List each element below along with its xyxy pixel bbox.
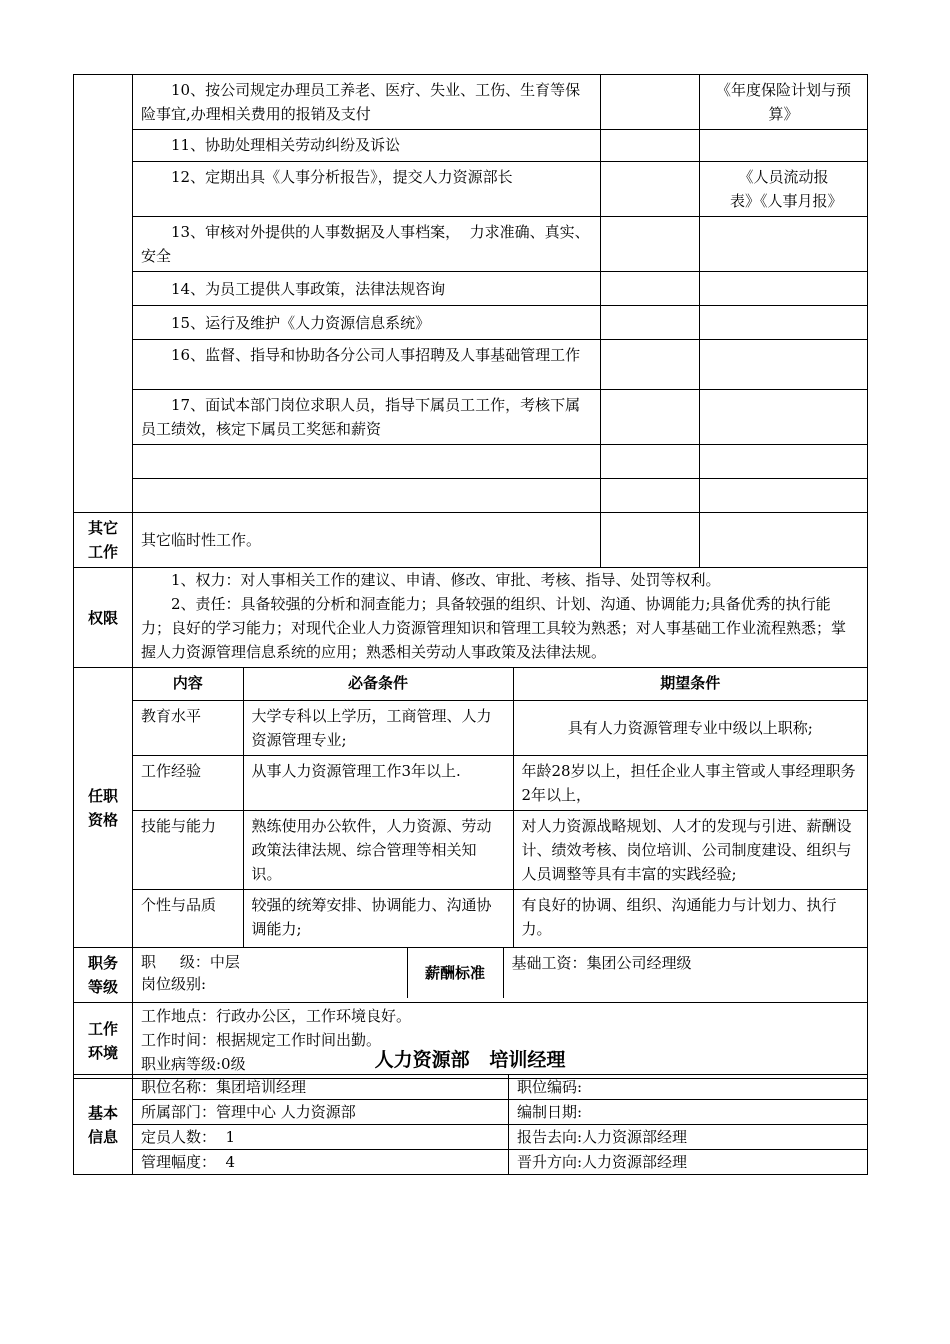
- grade-cell: [133, 948, 868, 1003]
- basic-left-3: 管理幅度： 4: [133, 1150, 509, 1175]
- work-time: 工作时间：根据规定工作时间出勤。: [141, 1031, 382, 1049]
- qual-item: 工作经验: [133, 755, 243, 810]
- qual-item: 教育水平: [133, 700, 243, 755]
- duty-row: [74, 306, 868, 340]
- work-place: 工作地点：行政办公区，工作环境良好。: [141, 1007, 412, 1025]
- qualification-item-row: [133, 755, 867, 810]
- other-work-row: [74, 513, 868, 568]
- basic-info-label: 基本信息: [74, 1075, 133, 1175]
- duty-output: 《人员流动报表》《人事月报》: [700, 162, 868, 217]
- duty-output: [700, 390, 868, 445]
- basic-right-0: 职位编码:: [509, 1075, 868, 1100]
- duty-row: [74, 75, 868, 130]
- duty-output: [700, 272, 868, 306]
- duty-row: [74, 217, 868, 272]
- authority-label: 权限: [74, 568, 133, 668]
- qual-required: 较强的统筹安排、协调能力、沟通协调能力;: [243, 889, 513, 947]
- qualification-item-row: [133, 810, 867, 889]
- duty-row: [74, 272, 868, 306]
- header-content: 内容: [133, 668, 243, 700]
- duty-row: [74, 340, 868, 390]
- duty-row: [74, 390, 868, 445]
- authority-power: 1、权力：对人事相关工作的建议、申请、修改、审批、考核、指导、处罚等权利。: [171, 571, 721, 589]
- authority-responsibility: 2、责任：具备较强的分析和洞查能力；具备较强的组织、计划、沟通、协调能力;具备优秀的执行能力；良好的学习能力；对现代企业人力资源管理知识和管理工具较为熟悉；对人事基础工作业流程熟悉；掌握人力资源管理信息系统的应用；熟悉相关劳动人事政策及法律法规。: [141, 595, 847, 661]
- qualification-item-row: [133, 700, 867, 755]
- header-expected: 期望条件: [513, 668, 867, 700]
- qual-expected: 对人力资源战略规划、人才的发现与引进、薪酬设计、绩效考核、岗位培训、公司制度建设、组织与人员调整等具有丰富的实践经验;: [513, 810, 867, 889]
- duty-row: [74, 162, 868, 217]
- duty-output: [700, 217, 868, 272]
- duty-text: 17、面试本部门岗位求职人员，指导下属员工工作，考核下属员工绩效，核定下属员工奖惩和薪资: [133, 390, 601, 445]
- qual-item: 个性与品质: [133, 889, 243, 947]
- duty-output: [700, 306, 868, 340]
- basic-right-3: 晋升方向:人力资源部经理: [509, 1150, 868, 1175]
- qual-expected: 具有人力资源管理专业中级以上职称;: [513, 700, 867, 755]
- duty-text: 15、运行及维护《人力资源信息系统》: [133, 306, 601, 340]
- qual-required: 从事人力资源管理工作3年以上.: [243, 755, 513, 810]
- job-description-table: [73, 74, 868, 1079]
- grade-row: [74, 948, 868, 1003]
- qual-required: 熟练使用办公软件，人力资源、劳动政策法律法规、综合管理等相关知识。: [243, 810, 513, 889]
- duty-text: 11、协助处理相关劳动纠纷及诉讼: [133, 130, 601, 162]
- duty-text: 13、审核对外提供的人事数据及人事档案， 力求准确、真实、安全: [133, 217, 601, 272]
- occupational-disease: 职业病等级:0级: [141, 1055, 246, 1073]
- qualification-row: [74, 668, 868, 948]
- salary-label: 薪酬标准: [407, 948, 503, 998]
- salary-value: 基础工资：集团公司经理级: [511, 954, 692, 972]
- grade-label: 职务等级: [74, 948, 133, 1003]
- duty-text: 12、定期出具《人事分析报告》，提交人力资源部长: [133, 162, 601, 217]
- position-level: 岗位级别:: [141, 975, 207, 993]
- empty-row: [74, 445, 868, 479]
- basic-right-1: 编制日期:: [509, 1100, 868, 1125]
- qualification-table: [133, 668, 867, 947]
- other-work-text: 其它临时性工作。: [133, 513, 601, 568]
- section-title: 人力资源部 培训经理: [374, 1049, 566, 1071]
- qual-required: 大学专科以上学历，工商管理、人力资源管理专业;: [243, 700, 513, 755]
- qual-expected: 年龄28岁以上，担任企业人事主管或人事经理职务2年以上，: [513, 755, 867, 810]
- qual-expected: 有良好的协调、组织、沟通能力与计划力、执行力。: [513, 889, 867, 947]
- basic-right-2: 报告去向:人力资源部经理: [509, 1125, 868, 1150]
- basic-left-2: 定员人数： 1: [133, 1125, 509, 1150]
- environment-label: 工作环境: [74, 1003, 133, 1079]
- other-work-label: 其它工作: [74, 513, 133, 568]
- grade-table: [133, 948, 867, 998]
- duty-text: 16、监督、指导和协助各分公司人事招聘及人事基础管理工作: [133, 340, 601, 390]
- duty-mid-cell: [601, 75, 700, 130]
- header-required: 必备条件: [243, 668, 513, 700]
- qualification-label: 任职资格: [74, 668, 133, 948]
- duty-text: 10、按公司规定办理员工养老、医疗、失业、工伤、生育等保险事宜,办理相关费用的报销及支付: [133, 75, 601, 130]
- grade-level-cell: [133, 948, 407, 998]
- qual-item: 技能与能力: [133, 810, 243, 889]
- basic-info-table: [73, 1074, 868, 1175]
- basic-left-0: 职位名称：集团培训经理: [133, 1075, 509, 1100]
- duties-label-cell: [74, 75, 133, 513]
- duty-text: 14、为员工提供人事政策，法律法规咨询: [133, 272, 601, 306]
- qualification-cell: [133, 668, 868, 948]
- duty-output: [700, 130, 868, 162]
- empty-row: [74, 479, 868, 513]
- duty-output: [700, 340, 868, 390]
- grade-level: 职 级：中层: [141, 953, 240, 971]
- authority-cell: [133, 568, 868, 668]
- basic-left-1: 所属部门：管理中心 人力资源部: [133, 1100, 509, 1125]
- qualification-item-row: [133, 889, 867, 947]
- duty-output: 《年度保险计划与预算》: [700, 75, 868, 130]
- authority-row: [74, 568, 868, 668]
- duty-row: [74, 130, 868, 162]
